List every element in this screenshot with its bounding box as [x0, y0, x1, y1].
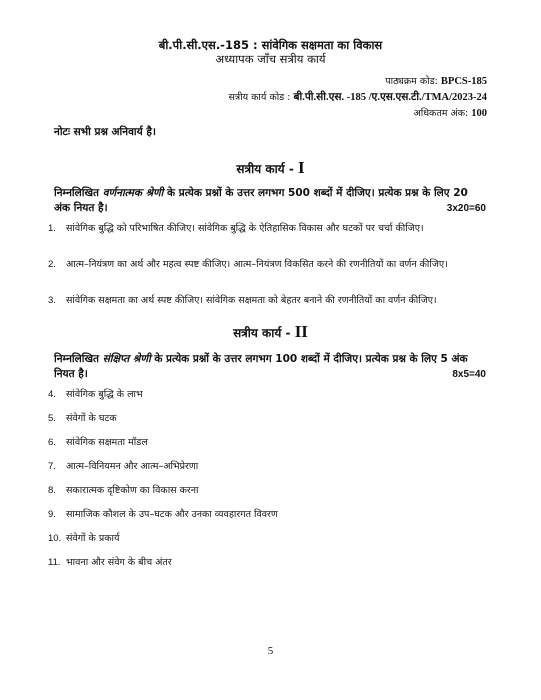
instruction-emphasis: वर्णनात्मक श्रेणी — [102, 187, 164, 199]
section-heading-text: सत्रीय कार्य - — [236, 162, 294, 176]
question-text: आत्म–विनियमन और आत्म–अभिप्रेरणा — [66, 461, 199, 472]
assignment-code-label: सत्रीय कार्य कोड : — [228, 92, 291, 103]
section-2-instruction — [54, 352, 486, 382]
question-text: सांवेगिक सक्षमता मॉडल — [66, 437, 148, 448]
instruction-prefix: निम्नलिखित — [54, 187, 100, 199]
question-item — [48, 555, 486, 570]
assignment-code-line — [228, 90, 487, 104]
section-heading-number: I — [298, 158, 305, 177]
question-text: भावना और संवेग के बीच अंतर — [66, 557, 172, 568]
question-number: 5. — [48, 413, 56, 424]
question-item — [48, 221, 486, 236]
question-number: 6. — [48, 437, 56, 448]
question-text: सांवेगिक बुद्धि के लाभ — [66, 389, 143, 400]
question-number: 7. — [48, 461, 56, 472]
question-item — [48, 387, 486, 402]
section-heading-number: II — [294, 322, 308, 341]
question-text: संवेगों के प्रकार्य — [66, 533, 120, 544]
section-marks: 8x5=40 — [452, 369, 486, 380]
question-item — [48, 411, 486, 426]
question-number: 11. — [48, 557, 61, 568]
max-marks-line — [413, 106, 487, 119]
question-text: आत्म–नियंत्रण का अर्थ और महत्व स्पष्ट कीजिए। आत्म–नियंत्रण विकसित करने की रणनीतियों का वर्णन कीजिए। — [66, 259, 448, 270]
question-number: 9. — [48, 509, 56, 520]
question-text: सांवेगिक बुद्धि को परिभाषित कीजिए। सांवेगिक बुद्धि के ऐतिहासिक विकास और घटकों पर चर्चा कीजिए। — [66, 223, 424, 234]
question-text: संवेगों के घटक — [66, 413, 117, 424]
question-item — [48, 293, 486, 308]
section-marks: 3x20=60 — [446, 203, 486, 214]
max-marks-value: 100 — [471, 108, 487, 119]
question-text: सकारात्मक दृष्टिकोण का विकास करना — [66, 485, 199, 496]
question-number: 10. — [48, 533, 62, 544]
question-item — [48, 507, 486, 522]
question-number: 3. — [48, 295, 56, 306]
question-text: सांवेगिक सक्षमता का अर्थ स्पष्ट कीजिए। सांवेगिक सक्षमता को बेहतर बनाने की रणनीतियों का वर्णन कीजिए। — [66, 295, 437, 306]
assignment-code-value: बी.पी.सी.एस. -185 /ए.एस.एस.टी./TMA/2023-24 — [293, 92, 487, 103]
course-code-label: पाठ्यक्रम कोड: — [385, 76, 438, 87]
max-marks-label: अधिकतम अंक: — [413, 108, 469, 119]
instruction-prefix: निम्नलिखित — [54, 353, 100, 365]
question-item — [48, 257, 486, 272]
section-heading-text: सत्रीय कार्य - — [233, 326, 291, 340]
instructions-note: नोटः सभी प्रश्न अनिवार्य है। — [54, 126, 156, 138]
instruction-emphasis: संक्षिप्त श्रेणी — [102, 353, 151, 365]
question-item — [48, 435, 486, 450]
document-title: बी.पी.सी.एस.-185 : सांवेगिक सक्षमता का विकास — [158, 38, 383, 52]
question-text: सामाजिक कौशल के उप–घटक और उनका व्यवहारगत विवरण — [66, 509, 278, 520]
course-code-value: BPCS-185 — [440, 76, 487, 87]
instruction-suffix: के प्रत्येक प्रश्नों के उत्तर लगभग 500 शब्दों में दीजिए। प्रत्येक प्रश्न के लिए 20 अंक नियत है। — [54, 187, 468, 214]
question-item — [48, 531, 486, 546]
question-item — [48, 483, 486, 498]
section-1-instruction — [54, 186, 486, 216]
instruction-suffix: के प्रत्येक प्रश्नों के उत्तर लगभग 100 शब्दों में दीजिए। प्रत्येक प्रश्न के लिए 5 अंक नियत है। — [54, 353, 468, 380]
question-number: 2. — [48, 259, 56, 270]
document-subtitle: अध्यापक जाँच सत्रीय कार्य — [215, 52, 326, 66]
course-code-line — [385, 74, 487, 87]
question-number: 1. — [48, 223, 56, 234]
page-number: 5 — [267, 645, 274, 657]
section-heading-2 — [0, 322, 541, 342]
question-item — [48, 459, 486, 474]
question-number: 8. — [48, 485, 56, 496]
question-number: 4. — [48, 389, 56, 400]
section-heading-1 — [0, 158, 541, 178]
